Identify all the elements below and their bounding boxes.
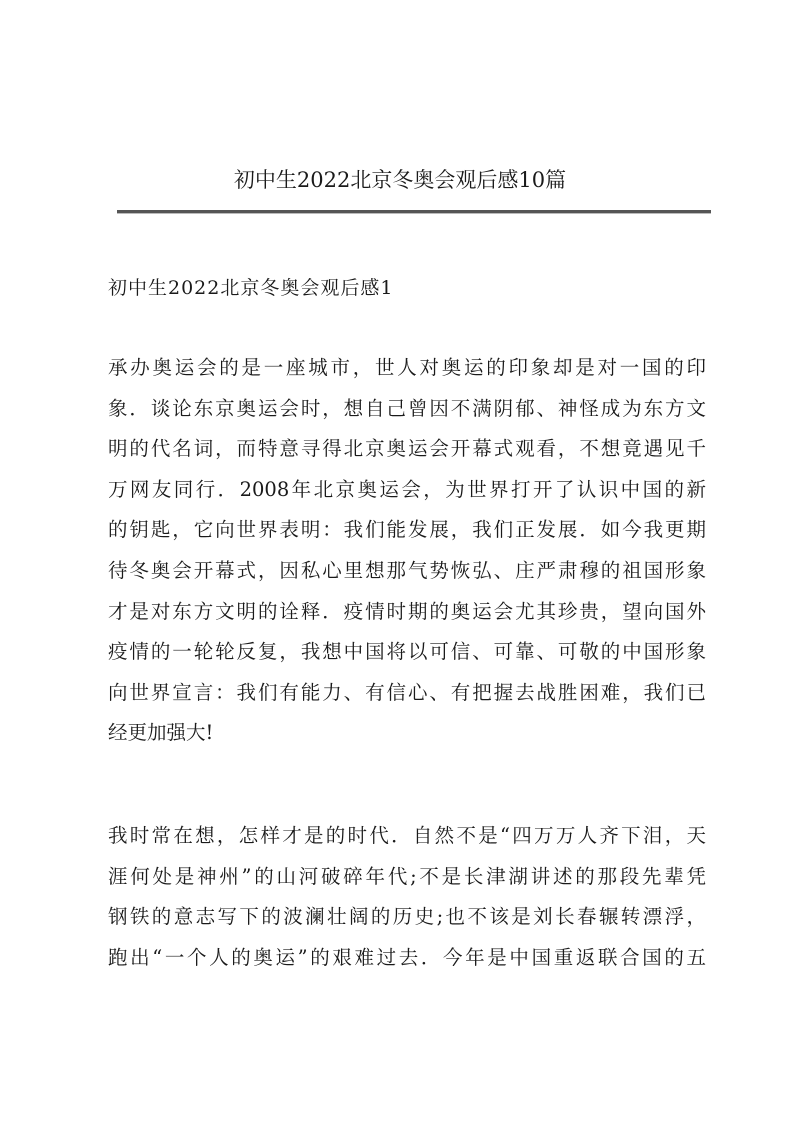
paragraph-1 xyxy=(108,348,706,754)
paragraph-line: 涯何处是神州”的山河破碎年代;不是长津湖讲述的那段先辈凭 xyxy=(108,864,706,888)
document-title: 初中生2022北京冬奥会观后感10篇 xyxy=(233,168,567,192)
paragraph-line: 象．谈论东京奥运会时，想自己曾因不满阴郁、神怪成为东方文 xyxy=(108,396,706,420)
section-title: 初中生2022北京冬奥会观后感1 xyxy=(108,277,394,299)
paragraph-line: 承办奥运会的是一座城市，世人对奥运的印象却是对一国的印 xyxy=(108,356,706,379)
paragraph-2 xyxy=(108,816,706,978)
title-divider xyxy=(117,210,711,214)
paragraph-line: 钢铁的意志写下的波澜壮阔的历史;也不该是刘长春辗转漂浮， xyxy=(108,905,706,929)
paragraph-line: 向世界宣言：我们有能力、有信心、有把握去战胜困难，我们已 xyxy=(108,680,706,704)
paragraph-line: 的钥匙，它向世界表明：我们能发展，我们正发展．如今我更期 xyxy=(108,518,706,542)
paragraph-line: 才是对东方文明的诠释．疫情时期的奥运会尤其珍贵，望向国外 xyxy=(108,599,706,623)
paragraph-line: 跑出“一个人的奥运”的艰难过去．今年是中国重返联合国的五 xyxy=(108,945,706,969)
paragraph-line: 待冬奥会开幕式，因私心里想那气势恢弘、庄严肃穆的祖国形象 xyxy=(108,558,706,582)
paragraph-line: 万网友同行．2008年北京奥运会，为世界打开了认识中国的新 xyxy=(108,477,706,501)
paragraph-line: 我时常在想，怎样才是的时代．自然不是“四万万人齐下泪，天 xyxy=(108,824,706,847)
paragraph-line: 疫情的一轮轮反复，我想中国将以可信、可靠、可敬的中国形象 xyxy=(108,640,706,664)
paragraph-line: 明的代名词，而特意寻得北京奥运会开幕式观看，不想竟遇见千 xyxy=(108,437,706,461)
paragraph-line: 经更加强大! xyxy=(108,721,214,745)
